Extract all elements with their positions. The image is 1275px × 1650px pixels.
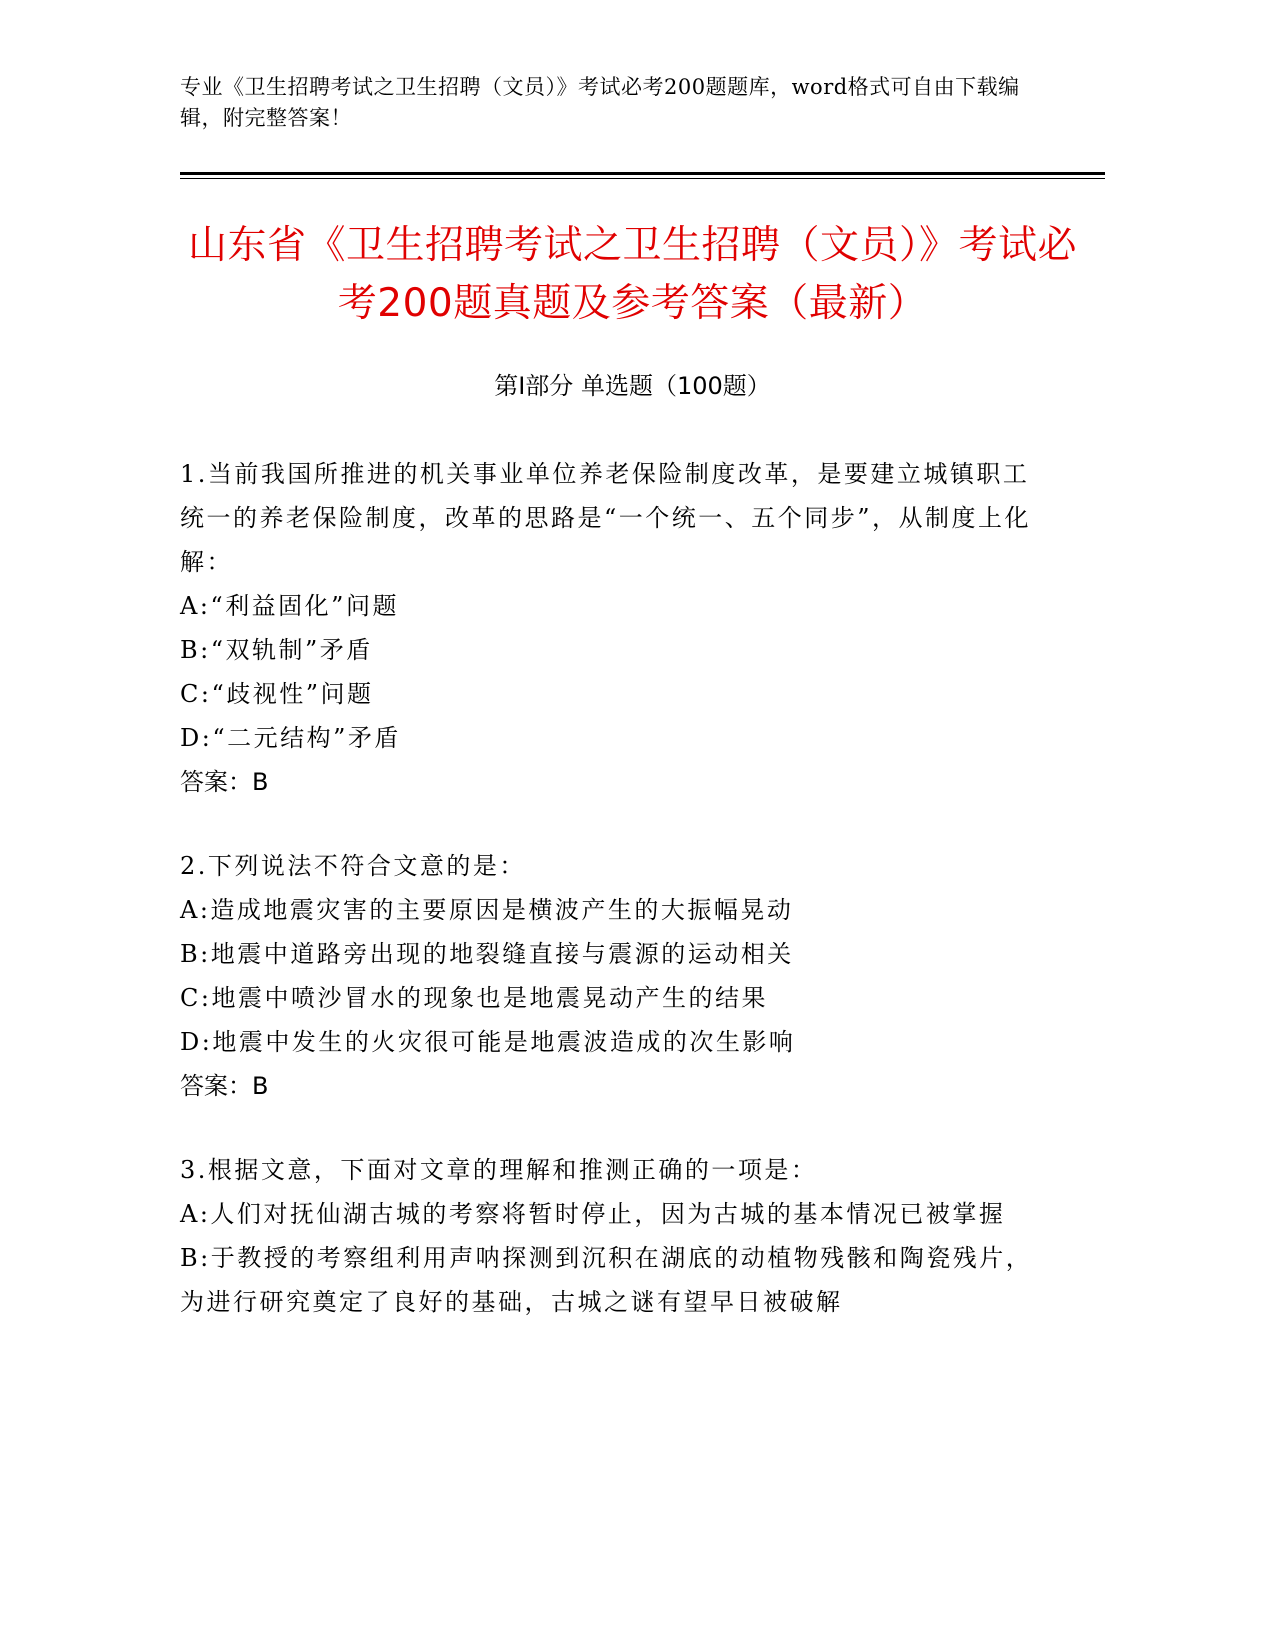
- header-note: 专业《卫生招聘考试之卫生招聘（文员）》考试必考200题题库，word格式可自由下载编辑，附完整答案！: [180, 75, 1020, 130]
- question-2: [180, 844, 1040, 1108]
- option-d: D:地震中发生的火灾很可能是地震波造成的次生影响: [180, 1028, 796, 1056]
- question-stem: 3.根据文意，下面对文章的理解和推测正确的一项是：: [180, 1156, 818, 1184]
- option-a: A:造成地震灾害的主要原因是横波产生的大振幅晃动: [180, 896, 794, 924]
- option-c: C:“歧视性”问题: [180, 680, 374, 708]
- question-stem: 2.下列说法不符合文意的是：: [180, 852, 526, 880]
- option-b: B:地震中道路旁出现的地裂缝直接与震源的运动相关: [180, 940, 794, 968]
- option-b: B:“双轨制”矛盾: [180, 636, 373, 664]
- option-a: A:人们对抚仙湖古城的考察将暂时停止，因为古城的基本情况已被掌握: [180, 1200, 1006, 1228]
- question-3: [180, 1148, 1040, 1324]
- question-1: [180, 452, 1040, 804]
- option-d: D:“二元结构”矛盾: [180, 724, 401, 752]
- answer-line: 答案：B: [180, 768, 269, 796]
- question-stem: 1.当前我国所推进的机关事业单位养老保险制度改革，是要建立城镇职工统一的养老保险制度，改革的思路是“一个统一、五个同步”，从制度上化解：: [180, 460, 1032, 576]
- option-b: B:于教授的考察组利用声呐探测到沉积在湖底的动植物残骸和陶瓷残片，为进行研究奠定了良好的基础，古城之谜有望早日被破解: [180, 1244, 1033, 1316]
- answer-line: 答案：B: [180, 1072, 269, 1100]
- question-list: [180, 452, 1040, 1364]
- section-heading: 第I部分 单选题（100题）: [494, 372, 771, 400]
- option-a: A:“利益固化”问题: [180, 592, 399, 620]
- document-title: 山东省《卫生招聘考试之卫生招聘（文员）》考试必考200题真题及参考答案（最新）: [187, 223, 1077, 326]
- header-rule-thick: [180, 172, 1105, 175]
- option-c: C:地震中喷沙冒水的现象也是地震晃动产生的结果: [180, 984, 768, 1012]
- header-rule-thin: [180, 178, 1105, 179]
